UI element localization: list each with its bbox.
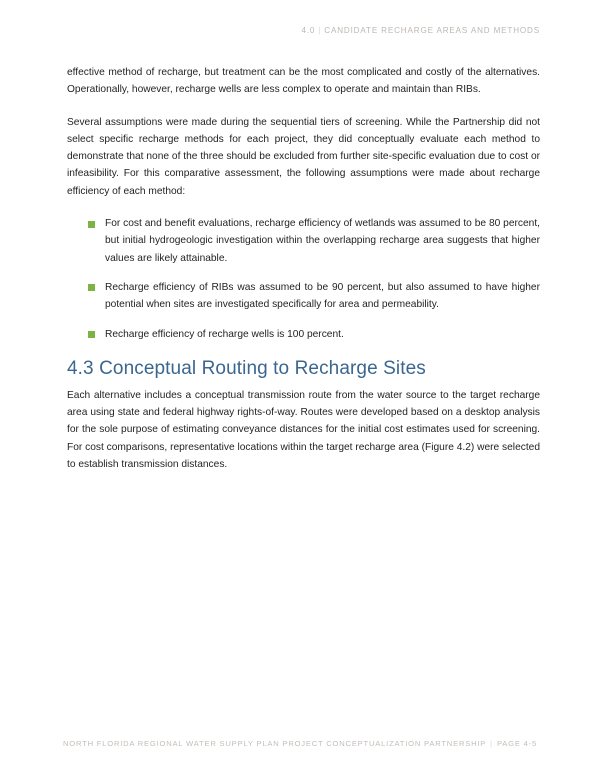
list-item-text: Recharge efficiency of recharge wells is 100 percent. (105, 328, 344, 340)
list-item (67, 326, 540, 343)
footer-page-number: PAGE 4-5 (496, 739, 537, 748)
square-bullet-icon (88, 284, 95, 291)
header-section-number: 4.0 (301, 26, 316, 35)
paragraph-conceptual-routing: Each alternative includes a conceptual transmission route from the water source to the target recharge area using state and federal highway rights-of-way. Routes were developed based on a desktop analysis for the sole purpose of estimating conveyance distances for the initial cost estimates used for screening. For cost comparisons, representative locations within the target recharge area (Figure 4.2) were selected to establish transmission distances. (67, 389, 540, 471)
list-item-text: Recharge efficiency of RIBs was assumed to be 90 percent, but also assumed to have higher potential when sites are investigated specifically for area and permeability. (105, 281, 540, 311)
running-header (60, 26, 540, 35)
footer-document-title: NORTH FLORIDA REGIONAL WATER SUPPLY PLAN PROJECT CONCEPTUALIZATION PARTNERSHIP (63, 739, 487, 748)
header-separator: | (318, 26, 322, 35)
page-content (67, 64, 540, 473)
list-item (67, 279, 540, 314)
footer-separator: | (490, 739, 493, 748)
paragraph-continuation: effective method of recharge, but treatment can be the most complicated and costly of the alternatives. Operationally, however, recharge wells are less complex to operate and maintain than RIBs. (67, 67, 540, 96)
assumptions-bullet-list (67, 215, 540, 343)
section-heading-4-3: 4.3 Conceptual Routing to Recharge Sites (67, 357, 426, 379)
list-item-text: For cost and benefit evaluations, recharge efficiency of wetlands was assumed to be 80 percent, but initial hydrogeologic investigation within the overlapping recharge area suggests that higher values are likely attainable. (105, 218, 540, 264)
square-bullet-icon (88, 221, 95, 228)
square-bullet-icon (88, 331, 95, 338)
list-item (67, 215, 540, 267)
paragraph-assumptions-intro: Several assumptions were made during the sequential tiers of screening. While the Partnership did not select specific recharge methods for each project, they did conceptually evaluate each method to demonstrate that none of the three should be excluded from further site-specific evaluation due to cost or infeasibility. For this comparative assessment, the following assumptions were made about recharge efficiency of each method: (67, 116, 540, 197)
header-section-title: CANDIDATE RECHARGE AREAS AND METHODS (324, 26, 540, 35)
running-footer (60, 739, 540, 748)
